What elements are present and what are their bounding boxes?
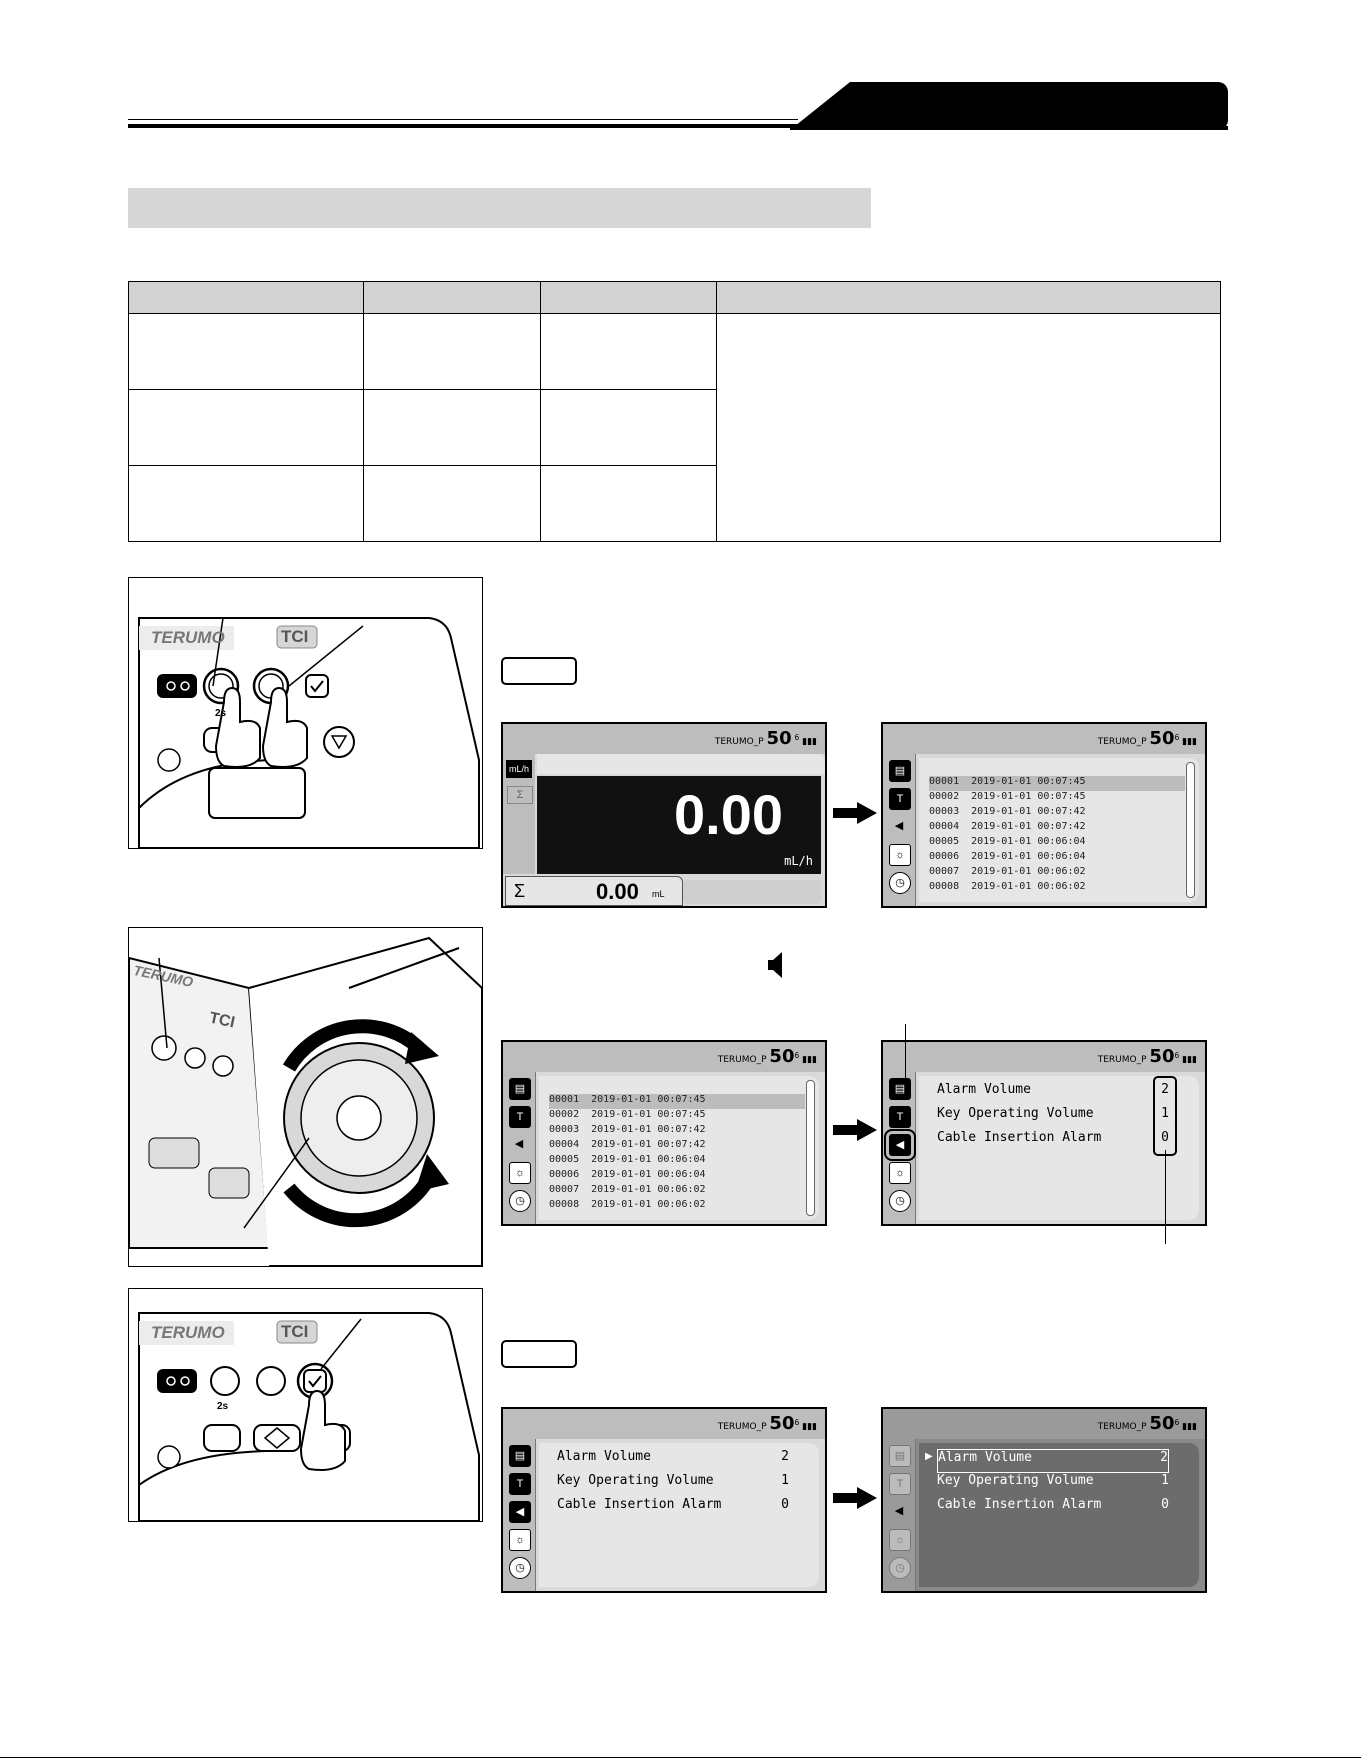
list-item[interactable]: 00001 2019-01-01 00:07:45: [929, 776, 1185, 791]
setting-label: Key Operating Volume: [557, 1473, 714, 1488]
setting-value: 1: [781, 1473, 789, 1488]
values-callout-box: [1153, 1076, 1177, 1156]
battery-icon: ▮▮▮: [802, 1422, 817, 1432]
menu-icon[interactable]: ▤: [889, 1078, 911, 1100]
setting-label: Alarm Volume: [938, 1450, 1032, 1465]
setting-label: Alarm Volume: [557, 1449, 651, 1464]
device-name: TERUMO_P: [1097, 1055, 1147, 1065]
status-indicators: [715, 728, 817, 749]
transition-arrow: [833, 1119, 877, 1141]
status-indicators: [1098, 728, 1197, 749]
speaker-icon[interactable]: ◀: [894, 1505, 904, 1517]
brightness-icon[interactable]: ☼: [889, 1162, 911, 1184]
setting-value: 0: [1161, 1497, 1169, 1512]
menu-icon[interactable]: ▤: [509, 1445, 531, 1467]
tci-label: TCI: [207, 1009, 237, 1032]
list-item[interactable]: 00003 2019-01-01 00:07:42: [549, 1124, 706, 1135]
brand-logo-text: TERUMO: [151, 628, 225, 647]
speaker-icon[interactable]: ◀: [889, 1134, 911, 1156]
menu-icon[interactable]: ▤: [509, 1078, 531, 1100]
message-area: [683, 880, 821, 904]
table-header-row: [129, 282, 1221, 314]
screen-volume-settings-1: [881, 1040, 1207, 1226]
settings-table: [128, 281, 1221, 542]
step3-device-illustration: [128, 1288, 483, 1522]
brand-logo-text: TERUMO: [131, 961, 195, 991]
setting-value: 2: [1160, 1450, 1168, 1465]
battery-count: 6: [1174, 733, 1180, 742]
setting-row[interactable]: [557, 1449, 789, 1471]
syringe-size: 50: [1149, 728, 1175, 749]
list-item[interactable]: 00004 2019-01-01 00:07:42: [929, 821, 1086, 832]
setting-label: Cable Insertion Alarm: [937, 1497, 1102, 1512]
brightness-icon[interactable]: ☼: [889, 844, 911, 866]
battery-icon: ▮▮▮: [802, 737, 817, 747]
setting-value: 0: [1161, 1130, 1169, 1145]
menu-icon[interactable]: ▤: [889, 760, 911, 782]
footer-rule: [0, 1757, 1361, 1758]
battery-count: 6: [1174, 1418, 1180, 1427]
tci-label: TCI: [281, 627, 309, 646]
rate-header-strip: [537, 754, 825, 774]
list-item[interactable]: 00005 2019-01-01 00:06:04: [549, 1154, 706, 1165]
list-item[interactable]: 00006 2019-01-01 00:06:04: [929, 851, 1086, 862]
battery-count: 6: [794, 1418, 800, 1427]
device-name: TERUMO_P: [714, 737, 764, 747]
menu-sidebar: [503, 1072, 536, 1224]
history-list: [539, 1076, 819, 1220]
battery-count: 6: [1174, 1051, 1180, 1060]
battery-count: 6: [794, 733, 800, 742]
rate-unit: mL/h: [784, 854, 813, 868]
status-indicators: [1098, 1046, 1197, 1067]
transition-arrow: [833, 1487, 877, 1509]
scrollbar[interactable]: [1186, 762, 1195, 898]
tci-label: TCI: [281, 1322, 309, 1341]
syringe-size: 50: [766, 728, 792, 749]
clock-icon[interactable]: ◷: [889, 1557, 911, 1579]
cursor-arrow-icon: ▶: [925, 1451, 933, 1462]
list-item[interactable]: 00007 2019-01-01 00:06:02: [929, 866, 1086, 877]
screen-history-log-1: [881, 722, 1207, 908]
note-badge: [501, 1340, 577, 1368]
menu-sidebar: [503, 1439, 536, 1591]
list-item[interactable]: 00002 2019-01-01 00:07:45: [549, 1109, 706, 1120]
brightness-icon[interactable]: ☼: [509, 1529, 531, 1551]
battery-icon: ▮▮▮: [802, 1055, 817, 1065]
speaker-icon[interactable]: ◀: [509, 1501, 531, 1523]
rate-display: [537, 776, 821, 874]
setting-value: 1: [1161, 1106, 1169, 1121]
callout-line-values: [1165, 1150, 1166, 1244]
setting-label: Key Operating Volume: [937, 1106, 1094, 1121]
tci-icon[interactable]: T: [889, 1106, 911, 1128]
battery-icon: ▮▮▮: [1182, 737, 1197, 747]
setting-value: 2: [781, 1449, 789, 1464]
menu-sidebar: [883, 754, 916, 906]
menu-icon[interactable]: ▤: [889, 1445, 911, 1467]
screen-main-display: [501, 722, 827, 908]
list-item[interactable]: 00008 2019-01-01 00:06:02: [929, 881, 1086, 892]
setting-row[interactable]: [937, 1473, 1169, 1495]
status-indicators: [718, 1413, 817, 1434]
setting-label: Cable Insertion Alarm: [557, 1497, 722, 1512]
hold-2s-label: 2s: [215, 708, 227, 719]
tci-icon[interactable]: T: [509, 1473, 531, 1495]
setting-row[interactable]: [557, 1473, 789, 1495]
syringe-size: 50: [769, 1413, 795, 1434]
step1-device-illustration: [128, 577, 483, 849]
callout-line-speaker: [905, 1024, 906, 1100]
setting-label: Key Operating Volume: [937, 1473, 1094, 1488]
header-rule-thick: [128, 124, 798, 128]
rate-mode-button[interactable]: mL/h: [506, 760, 532, 778]
battery-icon: ▮▮▮: [1182, 1055, 1197, 1065]
menu-sidebar: [883, 1072, 916, 1224]
tci-icon[interactable]: T: [889, 1473, 911, 1495]
sigma-symbol: Σ: [514, 881, 526, 901]
clock-icon[interactable]: ◷: [889, 872, 911, 894]
device-name: TERUMO_P: [1097, 1422, 1147, 1432]
syringe-size: 50: [1149, 1046, 1175, 1067]
header-tab-base: [790, 126, 1228, 130]
total-volume-box: [505, 876, 683, 906]
mode-sidebar: [503, 754, 535, 874]
table-row: [129, 314, 1221, 390]
clock-icon[interactable]: ◷: [889, 1190, 911, 1212]
scrollbar[interactable]: [806, 1080, 815, 1216]
setting-value: 0: [781, 1497, 789, 1512]
setting-row[interactable]: [937, 1082, 1169, 1104]
hold-2s-label: 2s: [217, 1401, 229, 1412]
status-indicators: [718, 1046, 817, 1067]
section-heading-band: [128, 188, 871, 228]
list-item[interactable]: 00003 2019-01-01 00:07:42: [929, 806, 1086, 817]
sigma-mode-button[interactable]: Σ: [507, 786, 533, 804]
clock-icon[interactable]: ◷: [509, 1190, 531, 1212]
speaker-icon: [768, 952, 782, 978]
list-item[interactable]: 00001 2019-01-01 00:07:45: [549, 1094, 805, 1109]
tci-icon[interactable]: T: [889, 788, 911, 810]
device-panel-1-drawing: [129, 578, 482, 848]
device-name: TERUMO_P: [717, 1422, 767, 1432]
total-unit: mL: [652, 889, 665, 899]
total-value: 0.00: [596, 879, 639, 904]
device-name: TERUMO_P: [1097, 737, 1147, 747]
setting-row[interactable]: [937, 1106, 1169, 1128]
setting-value: 1: [1161, 1473, 1169, 1488]
history-list: [919, 758, 1199, 902]
device-name: TERUMO_P: [717, 1055, 767, 1065]
screen-volume-settings-edit: [881, 1407, 1207, 1593]
list-item[interactable]: 00006 2019-01-01 00:06:04: [549, 1169, 706, 1180]
note-badge: [501, 657, 577, 685]
speaker-icon[interactable]: ◀: [894, 820, 904, 832]
list-item[interactable]: 00008 2019-01-01 00:06:02: [549, 1199, 706, 1210]
list-item[interactable]: 00004 2019-01-01 00:07:42: [549, 1139, 706, 1150]
rate-value: 0.00: [674, 783, 783, 846]
clock-icon[interactable]: ◷: [509, 1557, 531, 1579]
setting-row[interactable]: [937, 1449, 1169, 1473]
header-rule-thin: [128, 119, 798, 120]
tci-icon[interactable]: T: [509, 1106, 531, 1128]
setting-row[interactable]: [937, 1130, 1169, 1152]
battery-icon: ▮▮▮: [1182, 1422, 1197, 1432]
setting-row[interactable]: [557, 1497, 789, 1519]
transition-arrow: [833, 802, 877, 824]
syringe-size: 50: [769, 1046, 795, 1067]
screen-volume-settings-2: [501, 1407, 827, 1593]
brand-logo-text: TERUMO: [151, 1323, 225, 1342]
menu-sidebar: [883, 1439, 916, 1591]
battery-count: 6: [794, 1051, 800, 1060]
setting-label: Cable Insertion Alarm: [937, 1130, 1102, 1145]
speaker-icon[interactable]: ◀: [514, 1138, 524, 1150]
list-item[interactable]: 00005 2019-01-01 00:06:04: [929, 836, 1086, 847]
list-item[interactable]: 00007 2019-01-01 00:06:02: [549, 1184, 706, 1195]
screen-history-log-2: [501, 1040, 827, 1226]
syringe-size: 50: [1149, 1413, 1175, 1434]
brightness-icon[interactable]: ☼: [889, 1529, 911, 1551]
volume-settings-list: [919, 1076, 1199, 1220]
volume-settings-list: [919, 1443, 1199, 1587]
brightness-icon[interactable]: ☼: [509, 1162, 531, 1184]
list-item[interactable]: 00002 2019-01-01 00:07:45: [929, 791, 1086, 802]
step2-dial-illustration: [128, 927, 483, 1267]
setting-row[interactable]: [937, 1497, 1169, 1519]
volume-settings-list: [539, 1443, 819, 1587]
setting-label: Alarm Volume: [937, 1082, 1031, 1097]
status-indicators: [1098, 1413, 1197, 1434]
header-tab: [790, 82, 1228, 130]
setting-value: 2: [1161, 1082, 1169, 1097]
